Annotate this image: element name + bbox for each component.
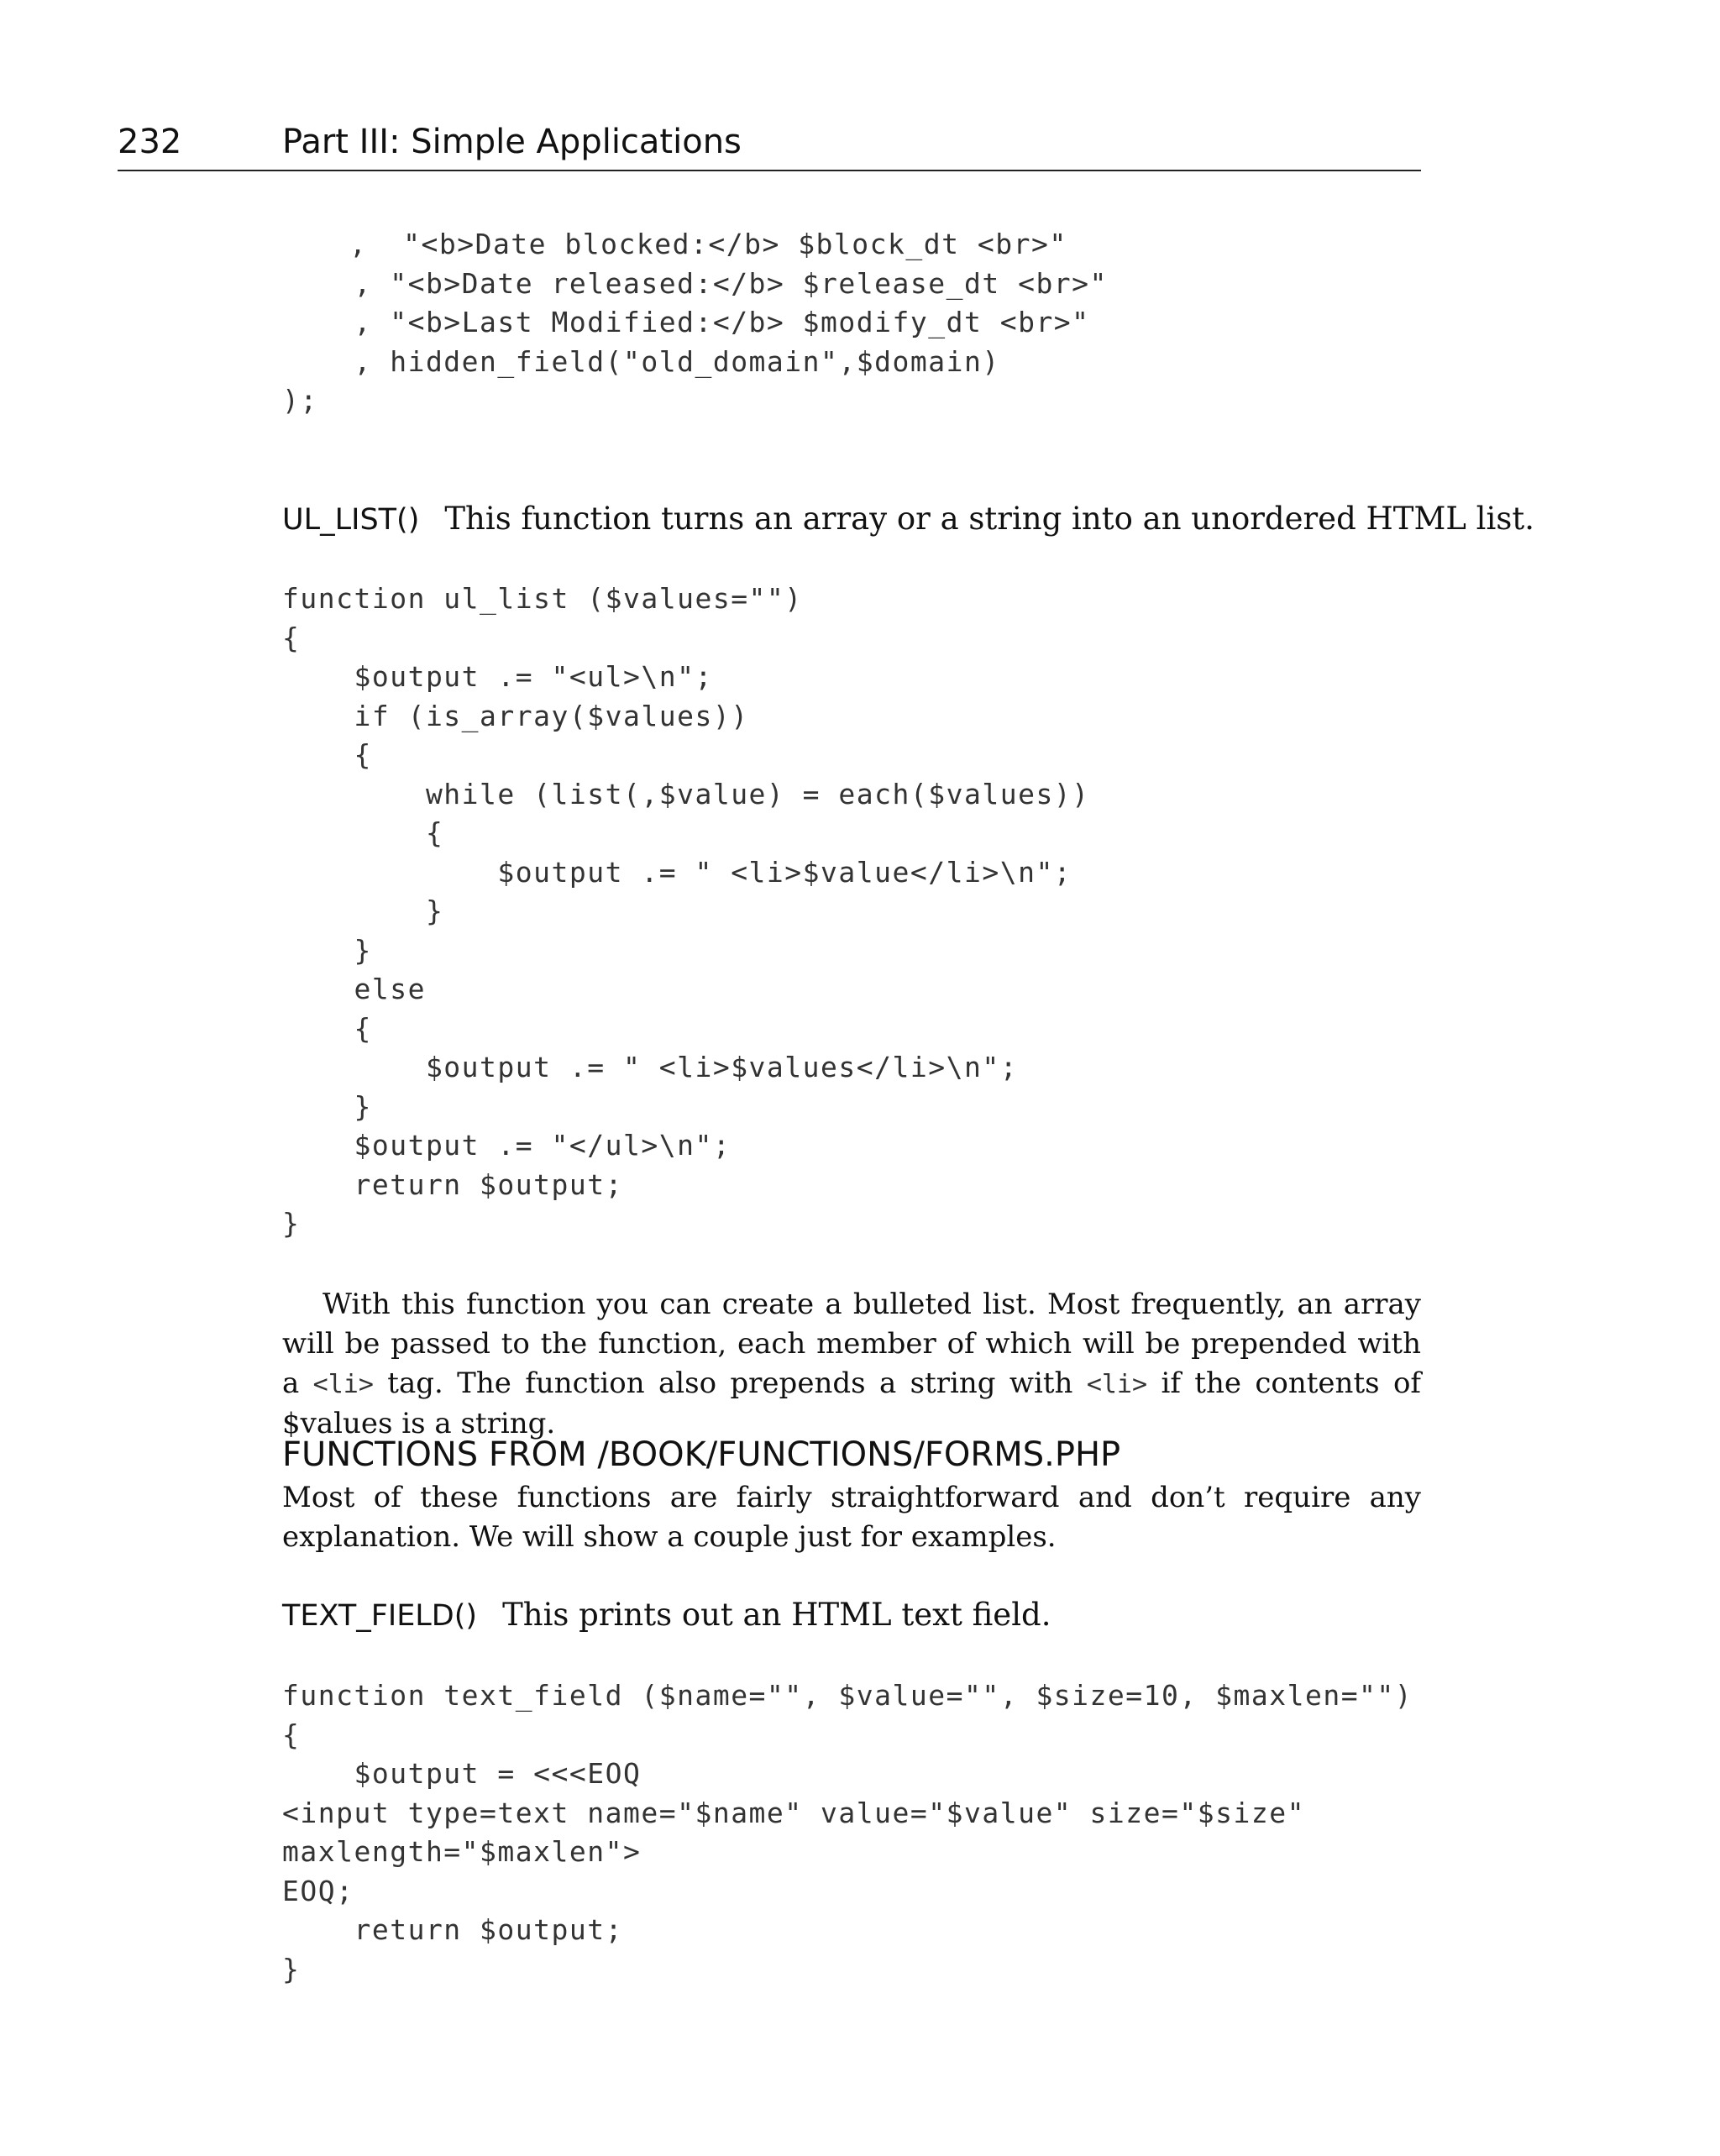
text-field-heading xyxy=(282,1596,1421,1635)
forms-intro-paragraph: Most of these functions are fairly straightforward and don’t require any explanation. We will show a couple just for examples. xyxy=(282,1481,1421,1554)
function-name-text-field: TEXT_FIELD() xyxy=(282,1599,478,1633)
page-number: 232 xyxy=(118,123,182,161)
page-header xyxy=(118,118,1421,171)
inline-code-li: <li> xyxy=(1086,1370,1148,1399)
inline-code-li: <li> xyxy=(312,1370,374,1399)
section-heading-forms: FUNCTIONS FROM /BOOK/FUNCTIONS/FORMS.PHP xyxy=(282,1435,1121,1474)
function-description-text-field: This prints out an HTML text field. xyxy=(502,1597,1051,1633)
code-block-record-fields-text: , "<b>Date blocked:</b> $block_dt <br>" , "<b>Date released:</b> $release_dt <br>" , "<b>Last Modified:</b> $modify_dt <br>" , hidden_field("old_domain",$domain) ); xyxy=(282,228,1108,417)
code-block-text-field: function text_field ($name="", $value="", $size=10, $maxlen="") { $output = <<<EOQ <input type=text name="$name" value="$value" size="$size" maxlength="$maxlen"> EOQ; return $output; } xyxy=(282,1679,1413,1986)
function-description-ul-list: This function turns an array or a string into an unordered HTML list. xyxy=(444,501,1534,537)
code-block-ul-list: function ul_list ($values="") { $output .= "<ul>\n"; if (is_array($values)) { while (list(,$value) = each($values)) { $output .= " <li>$value</li>\n"; } } else { $output .= " <li>$values</li>\n"; } $output .= "</ul>\n"; return $output; } xyxy=(282,582,1090,1240)
ul-list-heading xyxy=(282,500,1534,539)
function-name-ul-list: UL_LIST() xyxy=(282,503,420,537)
ul-list-explanation: With this function you can create a bulleted list. Most frequently, an array will be passed to the function, each member of which will be prepended with a <li> tag. The function also prepends a string with <li> if the contents of $values is a string. xyxy=(282,1288,1421,1440)
code-block-record-fields xyxy=(282,225,1108,421)
running-head: Part III: Simple Applications xyxy=(282,123,742,161)
